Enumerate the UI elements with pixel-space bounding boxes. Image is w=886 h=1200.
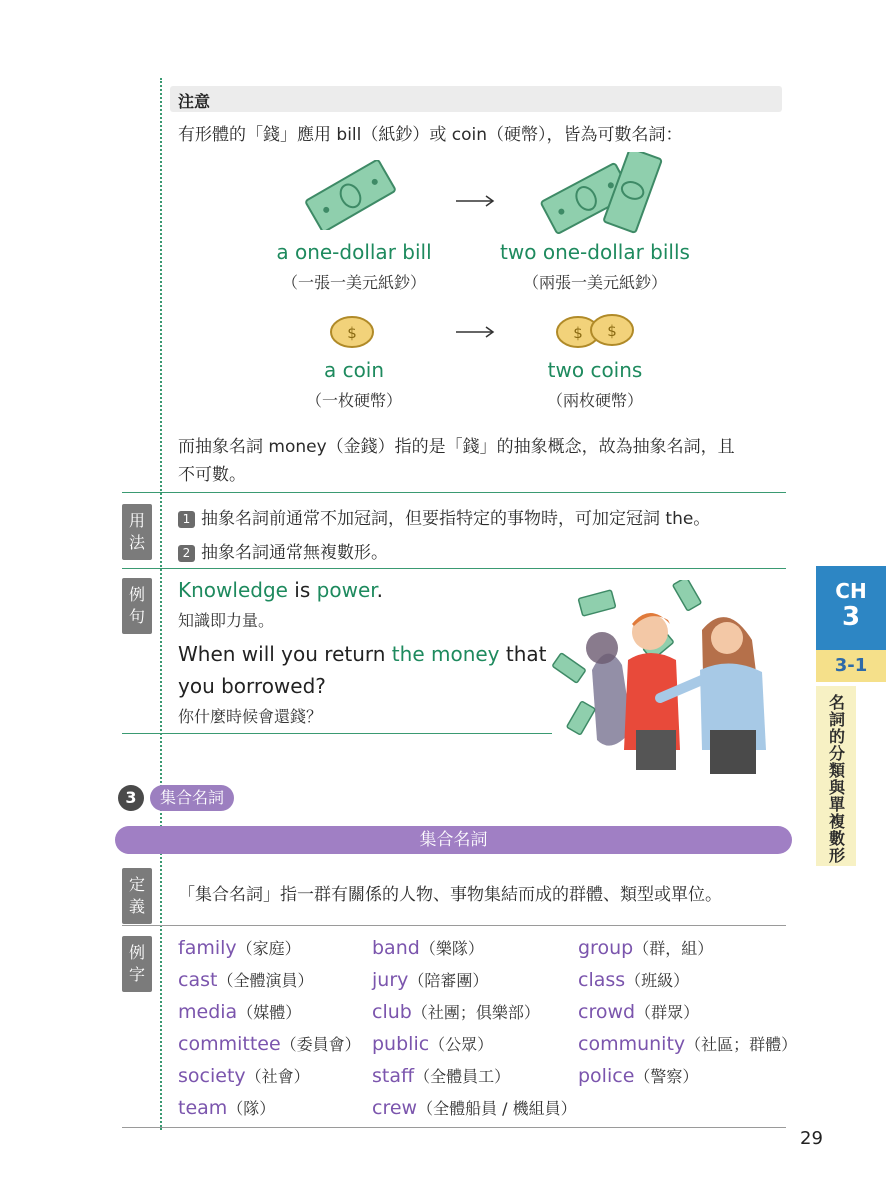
chapter-number: 3 [841,602,861,632]
word-item: community（社區；群體） [578,1033,798,1055]
word-item: staff（全體員工） [372,1065,511,1087]
chapter-tab[interactable] [816,566,886,650]
example-1-en: Knowledge is power. [178,578,383,602]
gloss-two-coins: （兩枚硬幣） [546,391,643,410]
subsection-tab[interactable]: 3-1 [816,650,886,682]
gloss-one-bill: （一張一美元紙鈔） [281,273,426,292]
word-item: class（班級） [578,969,690,991]
two-coins-icon [550,310,640,354]
margin-dotted-line [160,78,162,1130]
bill-icon [300,160,400,230]
word-item: family（家庭） [178,937,301,959]
term-one-bill: a one-dollar bill [276,240,432,264]
word-item: media（媒體） [178,1001,302,1023]
gloss-two-bills: （兩張一美元紙鈔） [522,273,667,292]
note-text: 有形體的「錢」應用 bill（紙鈔）或 coin（硬幣），皆為可數名詞： [178,125,683,145]
word-item: band（樂隊） [372,937,484,959]
section-bar-title: 集合名詞 [115,826,792,854]
abstract-note-line1: 而抽象名詞 money（金錢）指的是「錢」的抽象概念，故為抽象名詞，且 [178,437,735,457]
example-2-zh: 你什麼時候會還錢？ [178,707,323,726]
chapter-label: CH [835,579,867,603]
svg-text:$: $ [573,324,583,342]
abstract-note-line2: 不可數。 [178,465,246,485]
usage-item-2: 2 抽象名詞通常無複數形。 [178,538,388,563]
examples-tag: 例句 [122,578,152,634]
word-item: committee（委員會） [178,1033,361,1055]
section-number: 3 [118,785,144,811]
word-item: public（公眾） [372,1033,494,1055]
usage-item-1: 1 抽象名詞前通常不加冠詞，但要指特定的事物時，可加定冠詞 the。 [178,504,710,529]
word-item: society（社會） [178,1065,310,1087]
divider [122,568,786,569]
term-two-bills: two one-dollar bills [500,240,690,264]
definition-tag: 定義 [122,868,152,924]
term-two-coins: two coins [547,358,643,382]
word-item: cast（全體演員） [178,969,314,991]
divider [122,733,552,734]
note-title: 注意 [178,92,211,111]
word-item: team（隊） [178,1097,276,1119]
divider [122,925,786,926]
term-a-coin: a coin [323,358,385,382]
arrow-right-icon [454,325,496,339]
word-item: club（社團；俱樂部） [372,1001,540,1023]
section-title: 集合名詞 [150,785,234,811]
chapter-title: 名詞的分類與單複數形 [826,694,846,864]
example-2-en-line1: When will you return the money that [178,642,547,666]
example-2-en-line2: you borrowed? [178,674,326,698]
definition-text: 「集合名詞」指一群有關係的人物、事物集結而成的群體、類型或單位。 [178,885,722,905]
word-item: crew（全體船員 / 機組員） [372,1097,577,1119]
coin-icon [326,312,378,352]
usage-tag: 用法 [122,504,152,560]
gloss-a-coin: （一枚硬幣） [305,391,402,410]
divider [122,492,786,493]
example-1-zh: 知識即力量。 [178,611,275,630]
words-tag: 例字 [122,936,152,992]
divider [122,1127,786,1128]
page-number: 29 [800,1128,823,1149]
note-header-bar [170,86,782,112]
chapter-title-tab [816,686,856,866]
word-item: jury（陪審團） [372,969,489,991]
people-money-illustration [552,580,792,780]
two-bills-icon [536,152,666,237]
word-item: group（群，組） [578,937,714,959]
svg-text:$: $ [607,322,617,340]
arrow-right-icon [454,194,496,208]
svg-text:$: $ [347,324,357,342]
word-item: crowd（群眾） [578,1001,700,1023]
word-item: police（警察） [578,1065,699,1087]
